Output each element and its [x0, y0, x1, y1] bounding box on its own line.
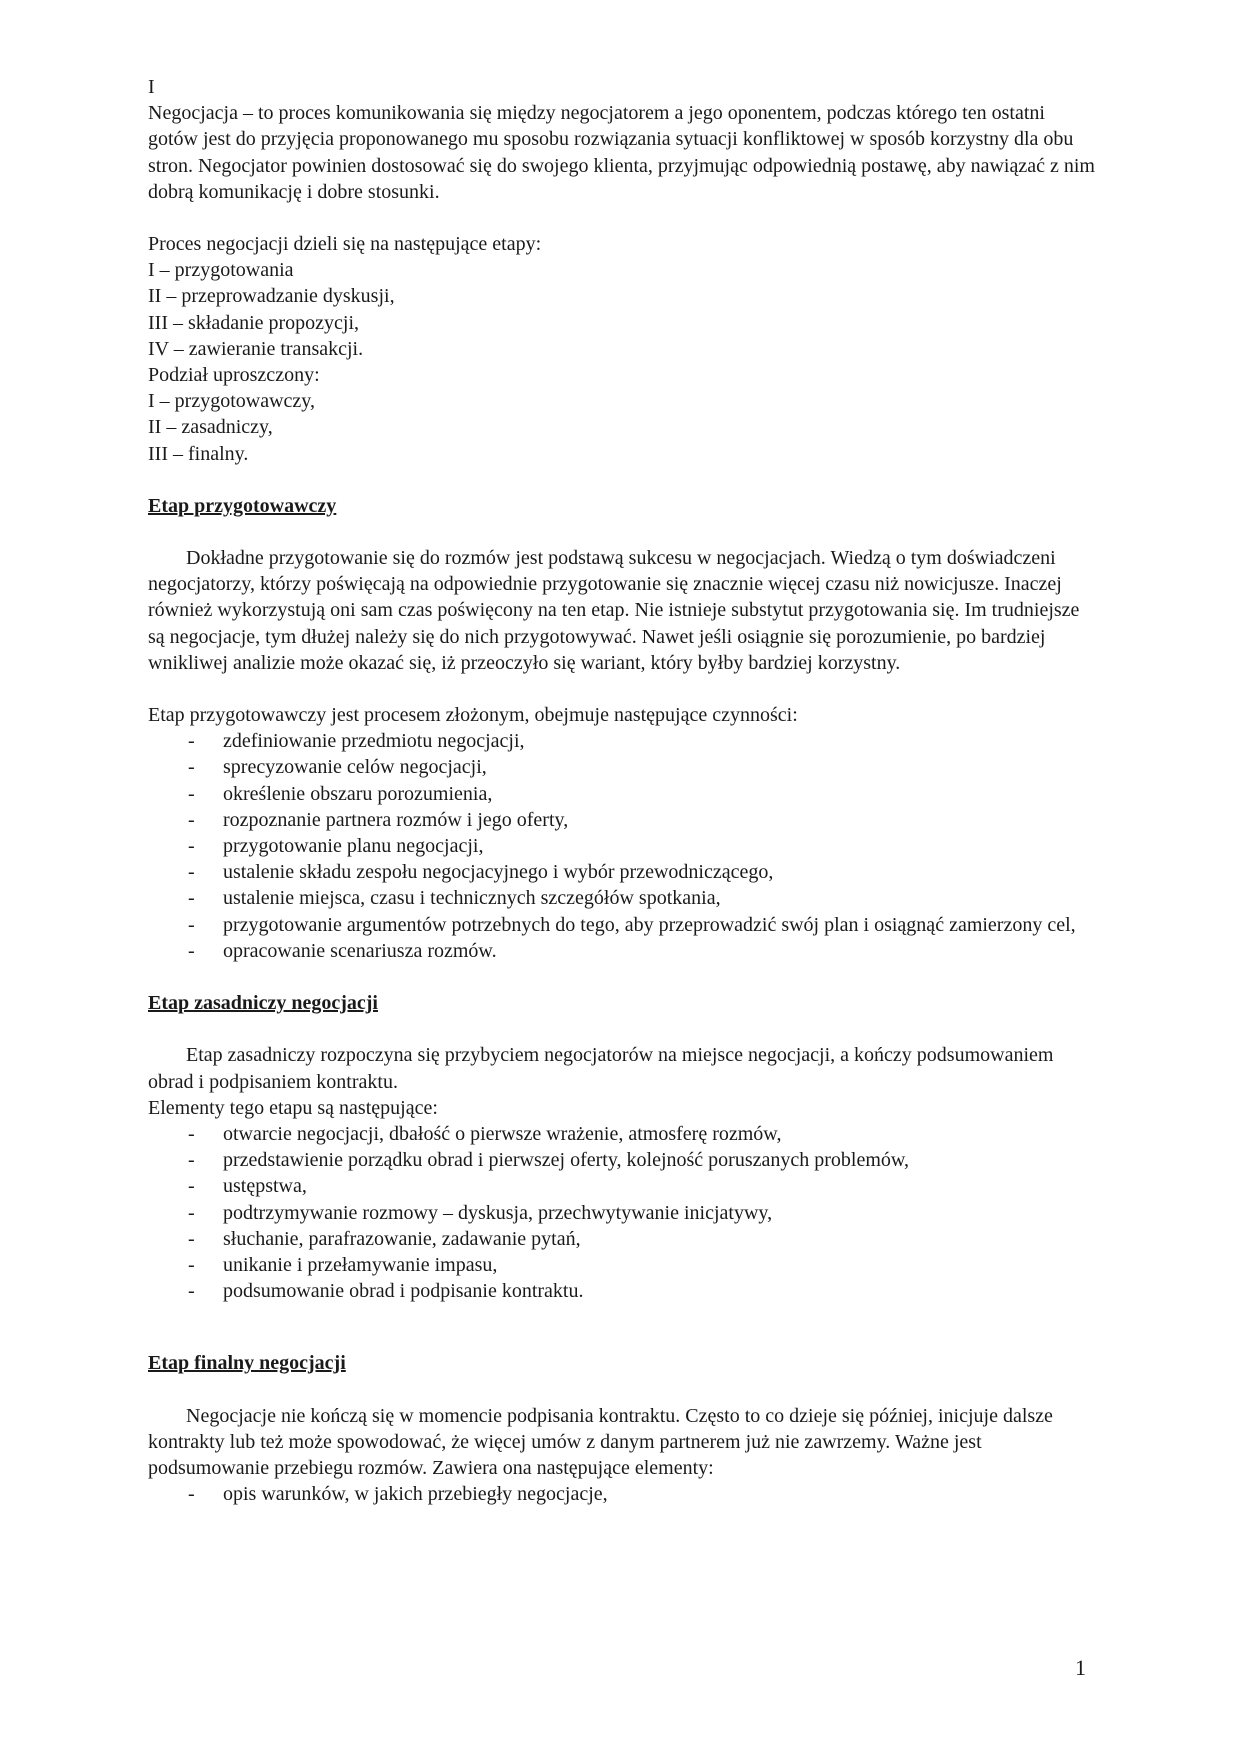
spacer [148, 964, 1098, 990]
list-item: - przygotowanie planu negocjacji, [148, 833, 1098, 859]
main-list-intro: Elementy tego etapu są następujące: [148, 1096, 438, 1119]
preparatory-list [148, 728, 1098, 964]
list-item: - ustalenie składu zespołu negocjacyjnego i wybór przewodniczącego, [148, 859, 1098, 885]
main-list [148, 1121, 1098, 1304]
spacer [148, 1304, 1098, 1330]
list-item: - podsumowanie obrad i podpisanie kontraktu. [148, 1278, 1098, 1304]
list-item: - opis warunków, w jakich przebiegły negocjacje, [148, 1481, 1098, 1507]
list-item: - ustalenie miejsca, czasu i technicznych szczegółów spotkania, [148, 885, 1098, 911]
preparatory-paragraph: Dokładne przygotowanie się do rozmów jest podstawą sukcesu w negocjacjach. Wiedzą o tym doświadczeni negocjatorzy, którzy poświęcają na odpowiednie przygotowanie się znacznie więcej czasu niż nowicjusze. Inaczej również wykorzystują oni sam czas poświęcony na ten etap. Nie istnieje substytut przygotowania się. Im trudniejsze są negocjacje, tym dłużej należy się do nich przygotowywać. Nawet jeśli osiągnie się porozumienie, po bardziej wnikliwej analizie może okazać się, iż przeoczyło się wariant, który byłby bardziej korzystny. [148, 547, 1080, 674]
list-item: - słuchanie, parafrazowanie, zadawanie pytań, [148, 1226, 1098, 1252]
stage-item: IV – zawieranie transakcji. [148, 337, 364, 360]
stage-item: III – składanie propozycji, [148, 311, 360, 334]
intro-paragraph: Negocjacja – to proces komunikowania się między negocjatorem a jego oponentem, podczas którego ten ostatni gotów jest do przyjęcia proponowanego mu sposobu rozwiązania sytuacji konfliktowej w sposób korzystny dla obu stron. Negocjator powinien dostosować się do swojego klienta, przyjmując odpowiednią postawę, aby nawiązać z nim dobrą komunikację i dobre stosunki. [148, 102, 1095, 203]
spacer [148, 519, 1098, 545]
simplified-stage-item: III – finalny. [148, 442, 249, 465]
list-item: - zdefiniowanie przedmiotu negocjacji, [148, 728, 1098, 754]
heading-main-stage: Etap zasadniczy negocjacji [148, 992, 378, 1015]
heading-preparatory-stage: Etap przygotowawczy [148, 494, 337, 517]
spacer [148, 467, 1098, 493]
list-item: - rozpoznanie partnera rozmów i jego oferty, [148, 807, 1098, 833]
final-paragraph: Negocjacje nie kończą się w momencie podpisania kontraktu. Często to co dzieje się później, inicjuje dalsze kontrakty lub też może spowodować, że więcej umów z danym partnerem już nie zawrzemy. Ważne jest podsumowanie przebiegu rozmów. Zawiera ona następujące elementy: [148, 1404, 1053, 1479]
stage-item: II – przeprowadzanie dyskusji, [148, 285, 395, 308]
page-number: 1 [1075, 1655, 1086, 1680]
simplified-label: Podział uproszczony: [148, 364, 320, 387]
spacer [148, 1016, 1098, 1042]
list-item: - opracowanie scenariusza rozmów. [148, 938, 1098, 964]
stages-intro: Proces negocjacji dzieli się na następujące etapy: [148, 233, 542, 256]
list-item: - otwarcie negocjacji, dbałość o pierwsze wrażenie, atmosferę rozmów, [148, 1121, 1098, 1147]
section-number: I [148, 76, 155, 98]
heading-final-stage: Etap finalny negocjacji [148, 1352, 346, 1375]
main-paragraph: Etap zasadniczy rozpoczyna się przybyciem negocjatorów na miejsce negocjacji, a kończy podsumowaniem obrad i podpisaniem kontraktu. [148, 1044, 1054, 1093]
list-item: - określenie obszaru porozumienia, [148, 781, 1098, 807]
preparatory-list-intro: Etap przygotowawczy jest procesem złożonym, obejmuje następujące czynności: [148, 704, 798, 727]
list-item: - sprecyzowanie celów negocjacji, [148, 754, 1098, 780]
spacer [148, 676, 1098, 702]
list-item: - ustępstwa, [148, 1173, 1098, 1199]
stage-item: I – przygotowania [148, 259, 294, 282]
list-item: - unikanie i przełamywanie impasu, [148, 1252, 1098, 1278]
spacer [148, 1330, 1098, 1350]
final-list [148, 1481, 1098, 1507]
document-body [148, 74, 1098, 1507]
spacer [148, 205, 1098, 231]
simplified-stage-item: II – zasadniczy, [148, 416, 273, 439]
spacer [148, 1377, 1098, 1403]
list-item: - podtrzymywanie rozmowy – dyskusja, przechwytywanie inicjatywy, [148, 1200, 1098, 1226]
simplified-stage-item: I – przygotowawczy, [148, 390, 315, 413]
list-item: - przedstawienie porządku obrad i pierwszej oferty, kolejność poruszanych problemów, [148, 1147, 1098, 1173]
list-item: - przygotowanie argumentów potrzebnych do tego, aby przeprowadzić swój plan i osiągnąć zamierzony cel, [148, 912, 1098, 938]
